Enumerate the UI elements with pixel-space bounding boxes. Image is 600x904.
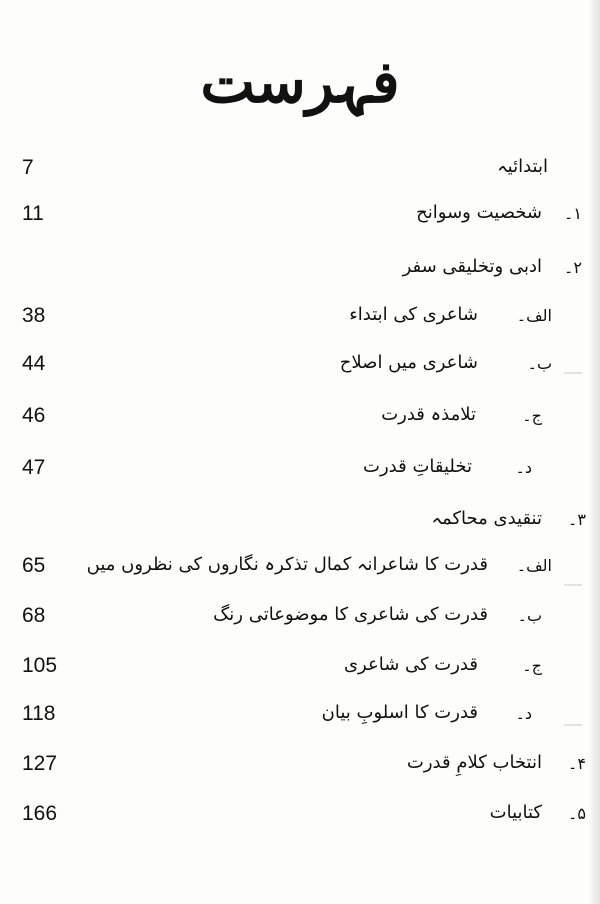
page-number: 38 <box>22 304 46 327</box>
page-number: 11 <box>22 202 44 225</box>
toc-section-heading[interactable] <box>0 250 600 290</box>
entry-title: قدرت کا شاعرانہ کمال تذکرہ نگاروں کی نظروں میں <box>86 554 488 575</box>
toc-entry[interactable] <box>0 196 600 236</box>
entry-marker: ۳۔ <box>568 510 586 529</box>
toc-entry[interactable] <box>0 150 600 190</box>
entry-title: ابتدائیہ <box>497 156 548 177</box>
entry-title: قدرت کی شاعری <box>343 654 478 675</box>
entry-marker: الف۔ <box>516 306 552 325</box>
entry-title: ادبی وتخلیقی سفر <box>402 256 542 277</box>
page-number: 46 <box>22 404 46 427</box>
entry-marker: ۲۔ <box>564 258 582 277</box>
entry-title: کتابیات <box>489 802 542 823</box>
toc-entry[interactable] <box>0 648 600 688</box>
entry-marker: ب۔ <box>517 606 542 625</box>
entry-marker: د۔ <box>515 458 532 477</box>
bleed-through-mark <box>564 584 582 586</box>
entry-marker: ۴۔ <box>568 754 586 773</box>
entry-title: شاعری میں اصلاح <box>339 352 478 373</box>
page-number: 127 <box>22 752 58 775</box>
entry-title: تنقیدی محاکمہ <box>431 508 542 529</box>
entry-title: انتخاب کلامِ قدرت <box>406 752 542 773</box>
entry-marker: ج۔ <box>522 406 542 425</box>
toc-entry[interactable] <box>0 548 600 588</box>
entry-title: شخصیت وسوانح <box>416 202 542 223</box>
entry-marker: الف۔ <box>516 556 552 575</box>
bleed-through-mark <box>564 724 582 726</box>
entry-title: تلامذہ قدرت <box>381 404 476 425</box>
page-title: فہرست <box>200 48 400 116</box>
toc-entry[interactable] <box>0 796 600 836</box>
bleed-through-mark <box>564 372 582 374</box>
entry-title: تخلیقاتِ قدرت <box>363 456 472 477</box>
page-number: 105 <box>22 654 58 677</box>
page-number: 47 <box>22 456 46 479</box>
page-number: 118 <box>22 702 56 725</box>
toc-entry[interactable] <box>0 298 600 338</box>
entry-marker: ۵۔ <box>568 804 586 823</box>
entry-marker: ب۔ <box>527 354 552 373</box>
entry-marker: د۔ <box>515 704 532 723</box>
toc-entry[interactable] <box>0 696 600 736</box>
toc-entry[interactable] <box>0 598 600 638</box>
toc-entry[interactable] <box>0 450 600 490</box>
entry-title: شاعری کی ابتداء <box>349 304 478 325</box>
entry-marker: ج۔ <box>522 656 542 675</box>
page-number: 68 <box>22 604 46 627</box>
toc-entry[interactable] <box>0 746 600 786</box>
page-edge-shadow <box>588 0 600 904</box>
page-number: 7 <box>22 156 34 179</box>
page-number: 44 <box>22 352 46 375</box>
page-number: 166 <box>22 802 58 825</box>
toc-section-heading[interactable] <box>0 502 600 542</box>
toc-entry[interactable] <box>0 346 600 386</box>
entry-title: قدرت کی شاعری کا موضوعاتی رنگ <box>213 604 488 625</box>
entry-title: قدرت کا اسلوبِ بیان <box>321 702 478 723</box>
entry-marker: ۱۔ <box>564 204 582 223</box>
toc-entry[interactable] <box>0 398 600 438</box>
page-number: 65 <box>22 554 46 577</box>
